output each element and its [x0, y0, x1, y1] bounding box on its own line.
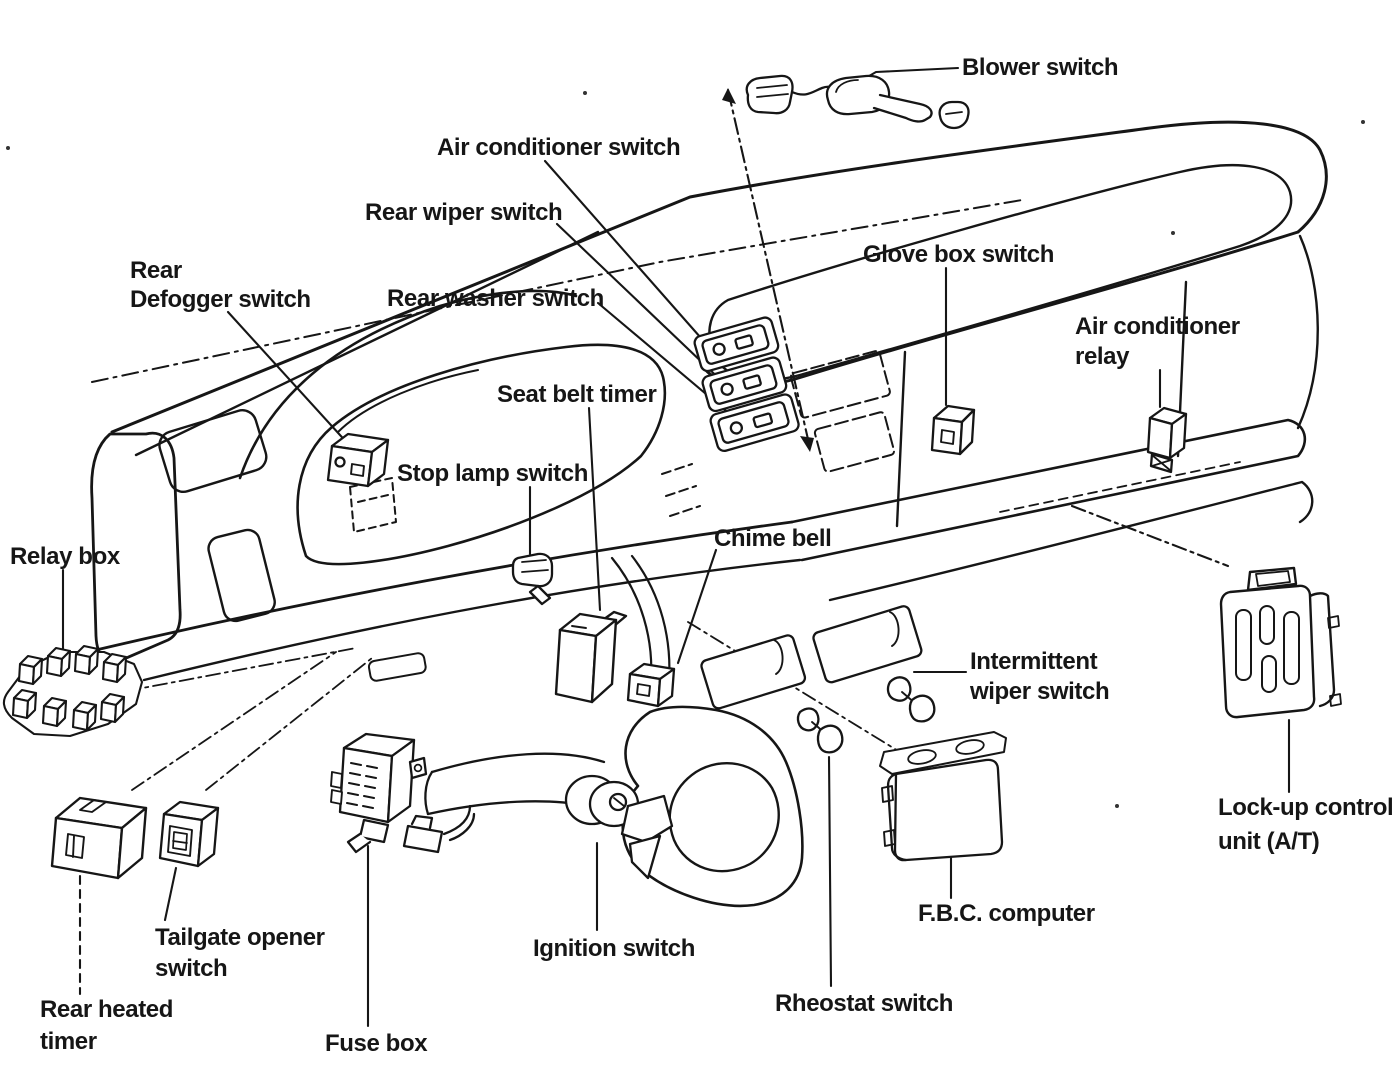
lock-up-control-unit-drawing [1221, 568, 1341, 717]
label-air-conditioner-switch: Air conditioner switch [437, 134, 681, 161]
label-glove-box-switch: Glove box switch [863, 241, 1054, 268]
label-rear-wiper-switch: Rear wiper switch [365, 199, 563, 226]
label-rear-defogger-line2: Defogger switch [130, 286, 311, 313]
glove-box-switch-drawing [932, 406, 974, 454]
label-rear-defogger-line1: Rear [130, 257, 182, 284]
label-rheostat-switch: Rheostat switch [775, 990, 954, 1017]
dashboard-outline [6, 91, 1365, 906]
label-stop-lamp-switch: Stop lamp switch [397, 460, 588, 487]
label-blower-switch: Blower switch [962, 54, 1119, 81]
ignition-switch-drawing [404, 754, 672, 878]
stop-lamp-switch-drawing [513, 554, 552, 604]
label-lockup-line1: Lock-up control [1218, 794, 1394, 821]
fbc-computer-drawing [880, 732, 1006, 860]
label-intermittent-line1: Intermittent [970, 648, 1098, 675]
label-tailgate-line2: switch [155, 955, 228, 982]
label-seat-belt-timer: Seat belt timer [497, 381, 657, 408]
tailgate-opener-switch-drawing [160, 802, 218, 866]
label-rear-heated-line1: Rear heated [40, 996, 173, 1023]
label-chime-bell: Chime bell [714, 525, 832, 552]
label-fbc-computer: F.B.C. computer [918, 900, 1095, 927]
label-intermittent-line2: wiper switch [970, 678, 1110, 705]
chime-bell-drawing [628, 664, 674, 706]
label-rear-heated-line2: timer [40, 1028, 97, 1055]
label-lockup-line2: unit (A/T) [1218, 828, 1320, 855]
label-ac-relay-line1: Air conditioner [1075, 313, 1240, 340]
leader-lines [63, 68, 1289, 1026]
air-conditioner-relay-drawing [1148, 408, 1186, 472]
rear-defogger-switch-drawing [328, 434, 388, 486]
relay-box-drawing [4, 646, 142, 736]
label-ignition-switch: Ignition switch [533, 935, 695, 962]
rear-heated-timer-drawing [52, 798, 146, 878]
label-relay-box: Relay box [10, 543, 120, 570]
label-rear-washer-switch: Rear washer switch [387, 285, 604, 312]
label-fuse-box: Fuse box [325, 1030, 428, 1057]
label-ac-relay-line2: relay [1075, 343, 1130, 370]
label-tailgate-line1: Tailgate opener [155, 924, 325, 951]
seat-belt-timer-drawing [556, 612, 626, 702]
intermittent-wiper-switch-drawing [812, 605, 934, 722]
blower-switch-drawing [747, 76, 969, 128]
